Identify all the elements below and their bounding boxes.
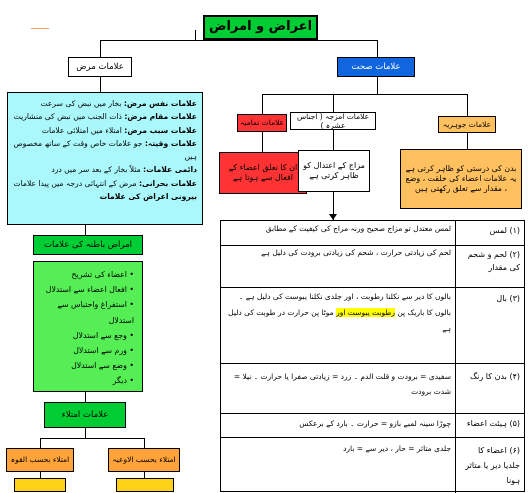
detail-line: علامات بحرانی: مرض کے انتہائی درجہ میں پیدا علامات [13, 178, 197, 188]
row-text: بالوں کا دیر سے نکلنا رطوبت ، اور جلدی نکلنا یبوست کی دلیل ہے ۔ بالوں کا باریک پن رطوبت یبوست اور موٹا پن حرارت در طوبت کی دلیل ہے [228, 292, 451, 333]
connector [262, 132, 263, 152]
completeness-signs-label: علامات تمامیہ [237, 114, 287, 132]
list-item: • وضع سے استدلال [71, 361, 134, 371]
connector [144, 438, 145, 448]
essential-signs-label: علامات جوہریہ [438, 116, 496, 133]
list-item: • ورم سے استدلال [73, 346, 134, 356]
row-text: لحم کی زیادتی حرارت ، شحم کی زیادتی برودت کی دلیل ہے [261, 248, 451, 257]
connector [100, 40, 378, 41]
decorative-dash [31, 28, 49, 29]
row-head: (۵) ہیئت اعضاء [466, 419, 520, 428]
row-head: (۲) لحم و شحم کی مقدار [467, 250, 520, 272]
row-head: (۴) بدن کا رنگ [470, 372, 520, 381]
detail-line: علامات سبب مرض: امتلاء میں امتلائی علامات [41, 125, 197, 135]
connector [85, 225, 86, 235]
signs-table [220, 220, 525, 492]
connector [377, 77, 378, 94]
repletion-signs-label: علامات امتلاء [44, 402, 126, 428]
connector [333, 130, 334, 150]
detail-line: علامات نفس مرض: بخار میں نبض کی سرعت [40, 99, 197, 108]
row-text: چوڑا سینہ لمبے بازو = حرارت ۔ بارد کے برعکس [299, 419, 451, 428]
list-item: • وجع سے استدلال [72, 330, 134, 340]
connector [262, 94, 468, 95]
connector [40, 438, 41, 448]
row-text: جلدی متاثر = حار ، دیر سے = بارد [343, 444, 451, 453]
detail-line: علامات وقیتہ: جو علامات خاص وقت کے ساتھ مخصوص ہیں [13, 138, 197, 162]
row-head: (۶) اعضاء کا جلدیا دیر یا متاثر ہونا [465, 446, 520, 486]
detail-line: علامات مقام مرض: ذات الجنب میں نبض کی منشاریت [13, 112, 197, 122]
row-text: سفیدی = برودت و قلت الدم ۔ زرد = زیادتی صفرا یا حرارت ۔ نیلا = شدت برودت [233, 372, 451, 396]
highlighted-text: رطوبت یبوست اور [336, 307, 395, 317]
connector [40, 438, 145, 439]
list-item: • اعضاء کی تشریح [71, 270, 134, 279]
connector [100, 77, 101, 92]
list-item: • افعال اعضاء سے استدلال [45, 285, 134, 295]
connector [262, 94, 263, 114]
connector [195, 30, 196, 40]
temperament-signs-label: علامات امزجہ ( اجناس عشرہ ) [290, 112, 376, 130]
row-text: لمس معتدل تو مزاج صحیح ورنہ مزاج کی کیفیت کے مطابق [265, 224, 451, 233]
internal-diseases-label: امراض باطنہ کی علامات [33, 235, 143, 255]
disease-signs-detail [7, 92, 203, 225]
connector [333, 94, 334, 112]
connector [467, 94, 468, 116]
internal-diseases-list [33, 261, 143, 392]
detail-line: دائمی علامات: مثلاً بخار کے بعد سر میں درد [51, 165, 197, 175]
connector [467, 133, 468, 149]
row-head: (۱) لمس [489, 226, 520, 235]
connector [85, 428, 86, 438]
table-row [221, 221, 524, 246]
detail-line: بیرونی اعراض کی علامات [99, 191, 197, 201]
table-row [221, 413, 524, 438]
partial-box [116, 478, 174, 492]
table-row [221, 245, 524, 288]
table-row [221, 287, 524, 364]
repletion-by-strength: امتلاء بحسب القوہ [6, 448, 74, 472]
repletion-by-vessels: امتلاء بحسب الاوعیہ [108, 448, 180, 472]
main-title: اعراض و امراض [203, 15, 318, 40]
temperament-desc: مزاج کے اعتدال کو ظاہر کرتی ہے [298, 150, 370, 192]
row-head: (۳) بال [496, 294, 520, 303]
table-row [221, 363, 524, 414]
connector [377, 40, 378, 57]
connector [85, 392, 86, 402]
list-item: • استفراغ واحتباس سے استدلال [57, 300, 134, 325]
list-item: • دیگر [112, 376, 134, 386]
connector [100, 40, 101, 58]
partial-box [14, 478, 66, 492]
health-signs-label: علامات صحت [337, 57, 415, 77]
completeness-desc: ان کا تعلق اعضاء کے افعال سے ہوتا ہے [219, 152, 307, 194]
essential-desc: بدن کی درستی کو ظاہر کرتی ہے یہ علامات اعضاء کی خلقت ، وضع ، مقدار سے تعلق رکھتی ہیں [400, 149, 522, 209]
disease-signs-label: علامات مرض [68, 57, 132, 77]
table-row [221, 437, 524, 491]
